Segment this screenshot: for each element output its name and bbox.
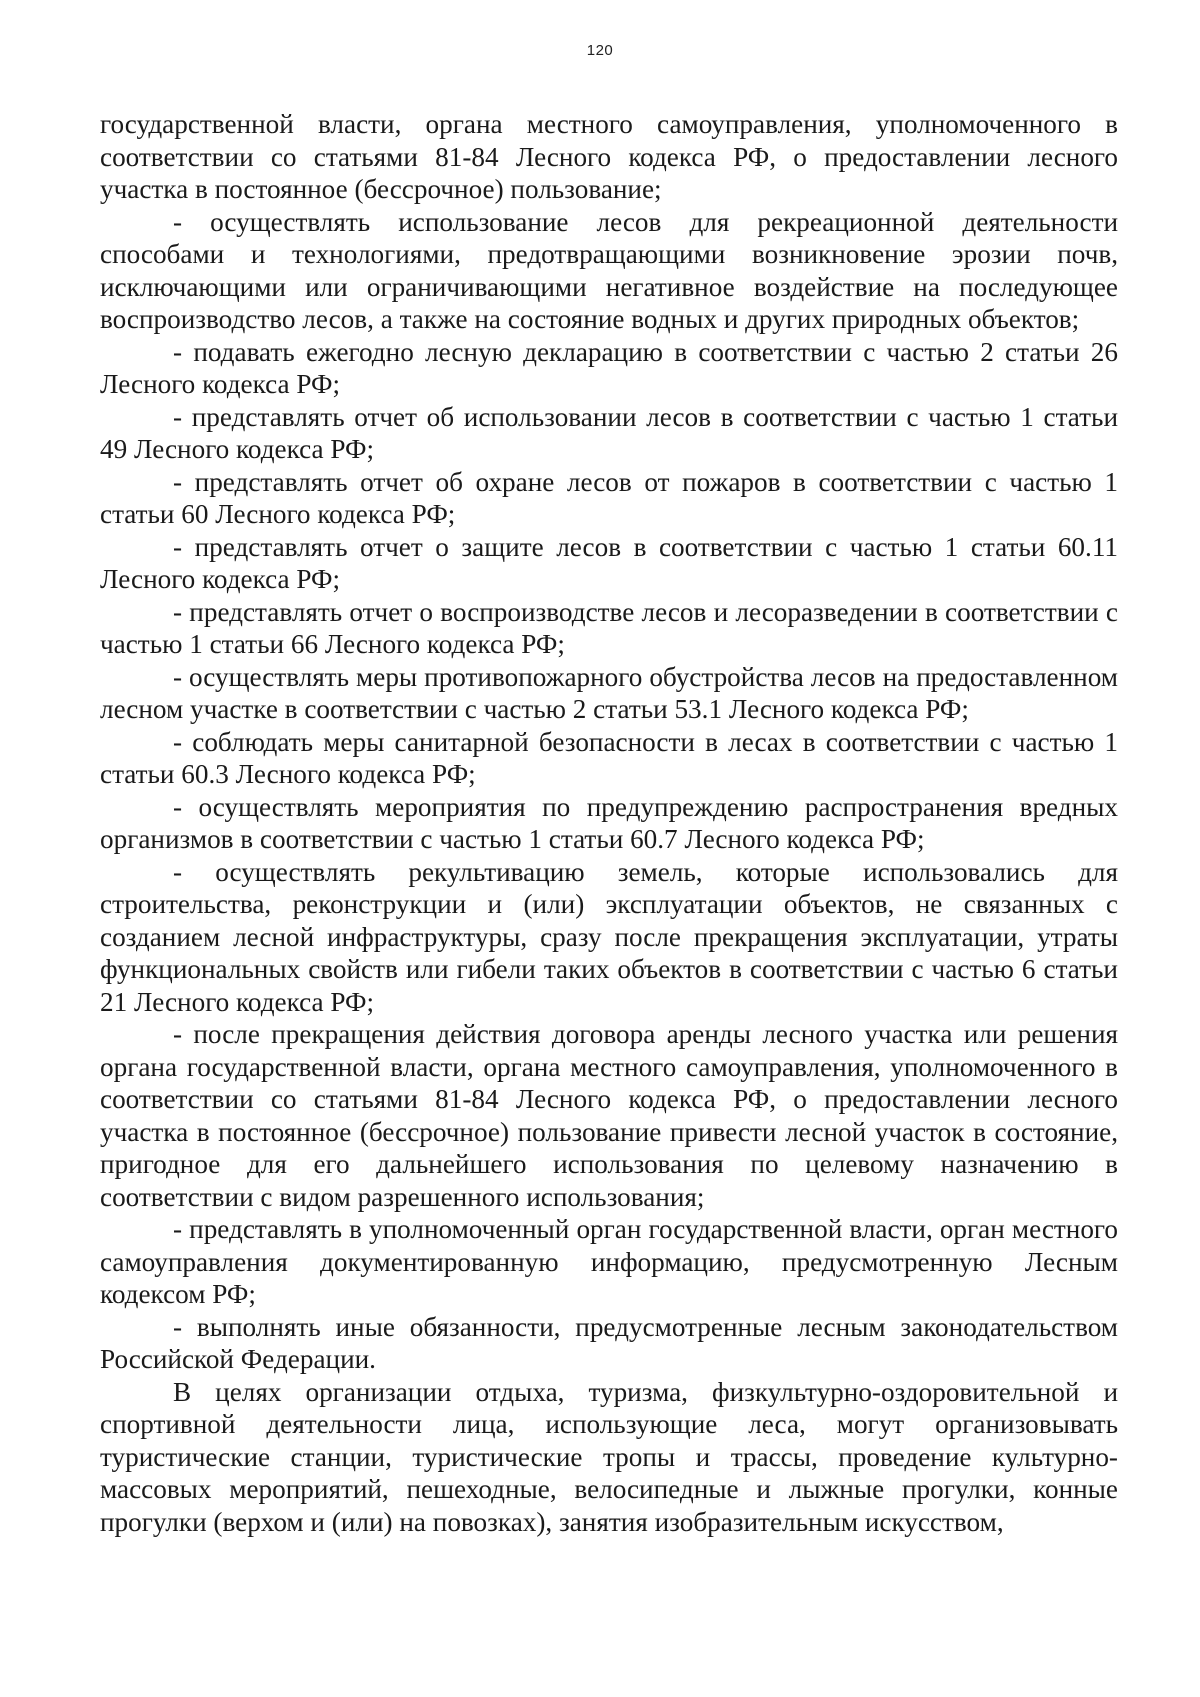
paragraph-forest-declaration: - подавать ежегодно лесную декларацию в соответствии с частью 2 статьи 26 Лесного кодекса РФ; [100, 336, 1118, 399]
paragraph-other-duties: - выполнять иные обязанности, предусмотренные лесным законодательством Российской Федерации. [100, 1311, 1118, 1374]
paragraph-documented-information: - представлять в уполномоченный орган государственной власти, орган местного самоуправления документированную информацию, предусмотренную Лесным кодексом РФ; [100, 1214, 1118, 1309]
paragraph-recreation-purposes: В целях организации отдыха, туризма, физкультурно-оздоровительной и спортивной деятельности лица, использующие леса, могут организовывать туристические станции, туристические тропы и трассы, проведение культурно-массовых мероприятий, пешеходные, велосипедные и лыжные прогулки, конные прогулки (верхом и (или) на повозках), занятия изобразительным искусством, [100, 1376, 1118, 1537]
paragraph-fire-prevention-measures: - осуществлять меры противопожарного обустройства лесов на предоставленном лесном участке в соответствии с частью 2 статьи 53.1 Лесного кодекса РФ; [100, 661, 1118, 724]
paragraph-continuation: государственной власти, органа местного самоуправления, уполномоченного в соответствии со статьями 81-84 Лесного кодекса РФ, о предоставлении лесного участка в постоянное (бессрочное) пользование; [100, 109, 1118, 204]
paragraph-reproduction-report: - представлять отчет о воспроизводстве лесов и лесоразведении в соответствии с частью 1 статьи 66 Лесного кодекса РФ; [100, 596, 1118, 659]
paragraph-usage-report: - представлять отчет об использовании лесов в соответствии с частью 1 статьи 49 Лесного кодекса РФ; [100, 401, 1118, 464]
paragraph-sanitary-safety: - соблюдать меры санитарной безопасности в лесах в соответствии с частью 1 статьи 60.3 Лесного кодекса РФ; [100, 726, 1118, 789]
page-number: 120 [586, 42, 614, 59]
paragraph-recreation-methods: - осуществлять использование лесов для рекреационной деятельности способами и технологиями, предотвращающими возникновение эрозии почв, исключающими или ограничивающими негативное воздействие на последующее воспроизводство лесов, а также на состояние водных и других природных объектов; [100, 206, 1118, 334]
paragraph-forest-protection-report: - представлять отчет о защите лесов в соответствии с частью 1 статьи 60.11 Лесного кодекса РФ; [100, 531, 1118, 594]
paragraph-after-lease-termination: - после прекращения действия договора аренды лесного участка или решения органа государственной власти, органа местного самоуправления, уполномоченного в соответствии со статьями 81-84 Лесного кодекса РФ, о предоставлении лесного участка в постоянное (бессрочное) пользование привести лесной участок в состояние, пригодное для его дальнейшего использования по целевому назначению в соответствии с видом разрешенного использования; [100, 1019, 1118, 1212]
paragraph-fire-protection-report: - представлять отчет об охране лесов от пожаров в соответствии с частью 1 статьи 60 Лесного кодекса РФ; [100, 466, 1118, 529]
paragraph-land-reclamation: - осуществлять рекультивацию земель, которые использовались для строительства, реконструкции и (или) эксплуатации объектов, не связанных с созданием лесной инфраструктуры, сразу после прекращения эксплуатации, утраты функциональных свойств или гибели таких объектов в соответствии с частью 6 статьи 21 Лесного кодекса РФ; [100, 856, 1118, 1017]
document-body [100, 108, 1118, 1538]
paragraph-harmful-organisms: - осуществлять мероприятия по предупреждению распространения вредных организмов в соответствии с частью 1 статьи 60.7 Лесного кодекса РФ; [100, 791, 1118, 854]
